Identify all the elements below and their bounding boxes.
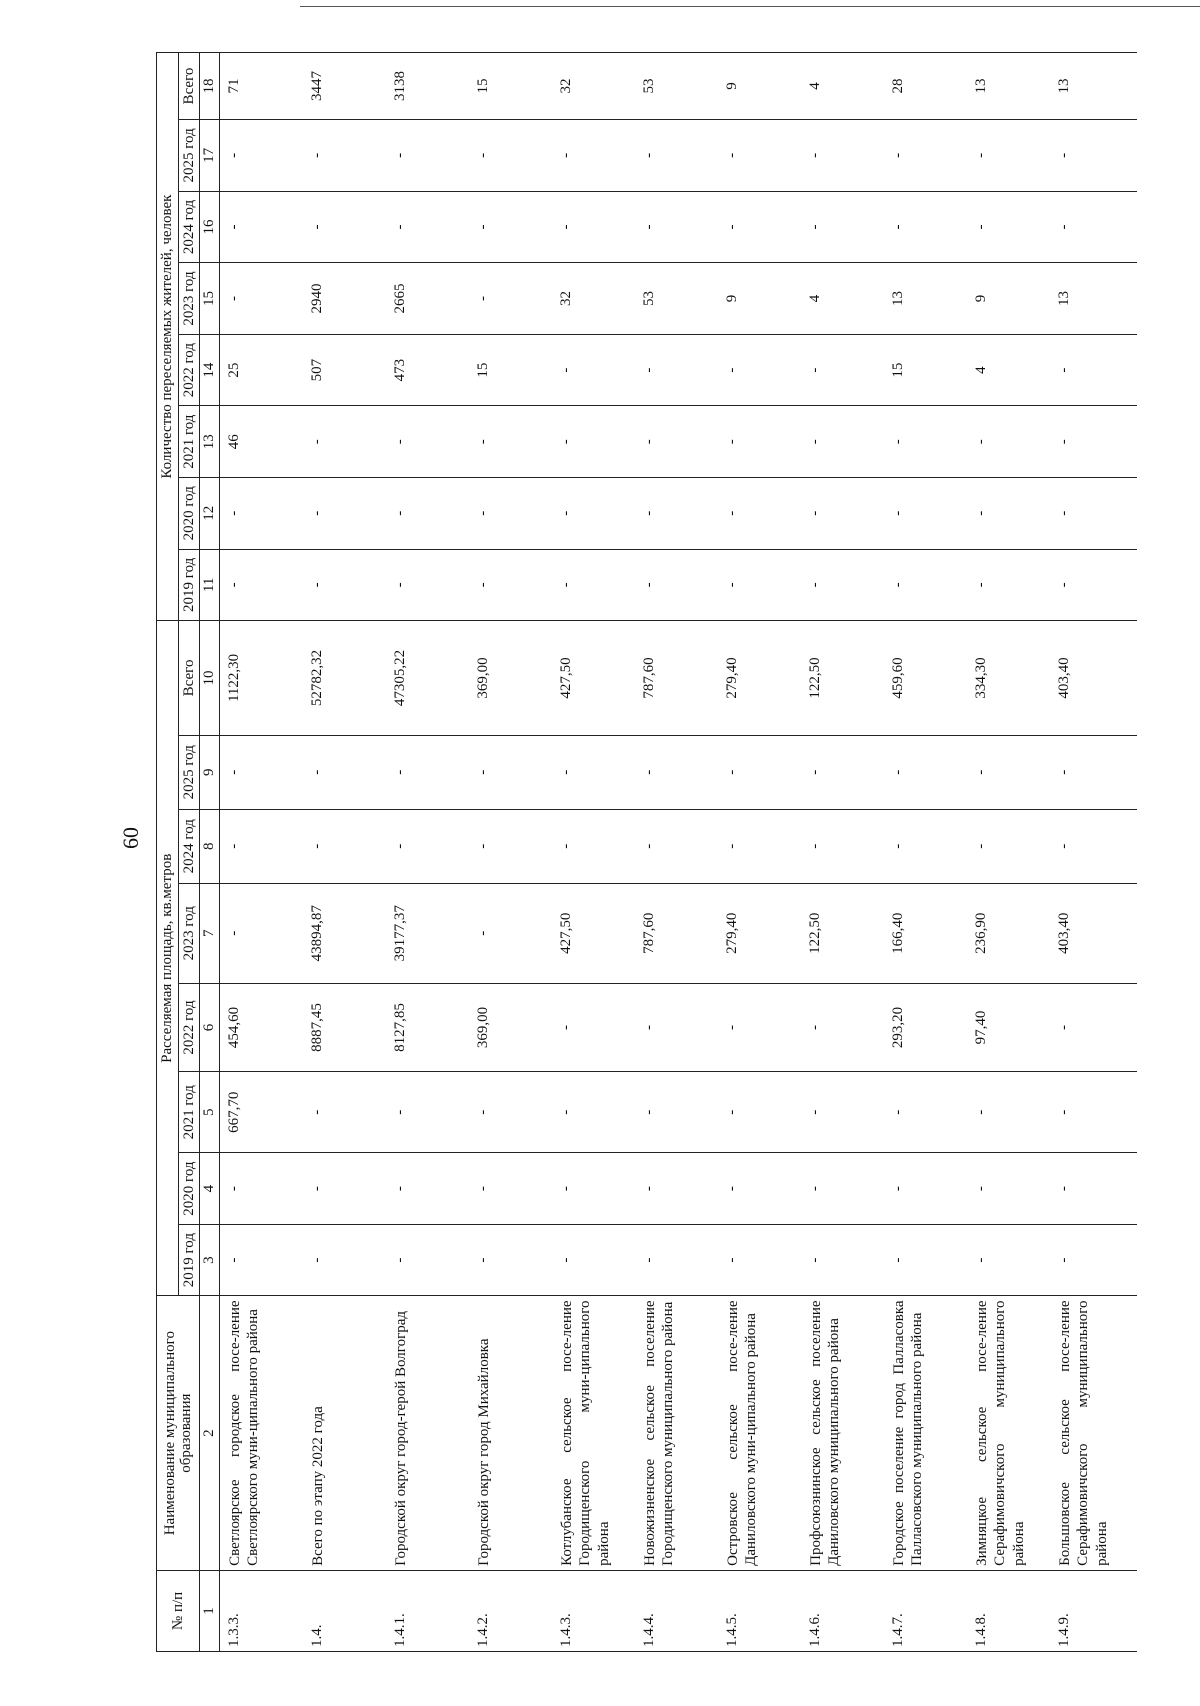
municipality-name: Большовское сельское посе-ление Серафимовичского муниципального района: [1054, 1296, 1137, 1570]
people-value-cell: 3447: [307, 53, 390, 120]
people-value-cell: 46: [219, 406, 307, 478]
area-value-cell: -: [390, 809, 473, 883]
people-value-cell: 2665: [390, 263, 473, 335]
table-header: [157, 53, 220, 1652]
area-value-cell: -: [971, 735, 1054, 809]
people-value-cell: -: [473, 191, 556, 263]
area-value-cell: -: [473, 1072, 556, 1153]
people-value-cell: -: [390, 549, 473, 621]
column-number: 7: [200, 883, 220, 983]
municipality-name: Светлоярское городское посе-ление Светлоярского муни-ципального района: [219, 1296, 307, 1570]
top-rule: [300, 6, 1200, 7]
header-people-year: 2019 год: [178, 549, 200, 621]
people-value-cell: -: [805, 406, 888, 478]
table-row: [971, 53, 1054, 1652]
people-value-cell: 25: [219, 334, 307, 406]
area-value-cell: -: [639, 1153, 722, 1225]
people-value-cell: 9: [971, 263, 1054, 335]
area-value-cell: -: [639, 983, 722, 1071]
municipality-name: Островское сельское посе-ление Даниловского муни-ципального района: [722, 1296, 805, 1570]
people-value-cell: -: [888, 477, 971, 549]
column-number: 5: [200, 1072, 220, 1153]
table-row: [219, 53, 307, 1652]
area-value-cell: -: [639, 735, 722, 809]
people-value-cell: -: [219, 120, 307, 192]
header-area-year: 2024 год: [178, 809, 200, 883]
people-value-cell: -: [971, 191, 1054, 263]
area-value-cell: 293,20: [888, 983, 971, 1071]
people-value-cell: 28: [888, 53, 971, 120]
people-value-cell: 473: [390, 334, 473, 406]
column-number: 12: [200, 477, 220, 549]
table-row: [1054, 53, 1137, 1652]
area-value-cell: 43894,87: [307, 883, 390, 983]
people-value-cell: -: [307, 406, 390, 478]
area-value-cell: -: [722, 983, 805, 1071]
column-number: 11: [200, 549, 220, 621]
header-area-year: 2021 год: [178, 1072, 200, 1153]
area-value-cell: 427,50: [556, 621, 639, 736]
people-value-cell: 3138: [390, 53, 473, 120]
header-people-year: 2022 год: [178, 334, 200, 406]
area-value-cell: -: [390, 735, 473, 809]
header-num: № п/п: [157, 1570, 200, 1651]
area-value-cell: -: [390, 1224, 473, 1296]
area-value-cell: 1122,30: [219, 621, 307, 736]
people-value-cell: -: [473, 120, 556, 192]
area-value-cell: 279,40: [722, 621, 805, 736]
area-value-cell: 403,40: [1054, 621, 1137, 736]
table-row: [390, 53, 473, 1652]
people-value-cell: 13: [971, 53, 1054, 120]
people-value-cell: -: [639, 120, 722, 192]
header-people-year: 2021 год: [178, 406, 200, 478]
people-value-cell: -: [888, 406, 971, 478]
people-value-cell: 13: [1054, 263, 1137, 335]
header-area-year: 2025 год: [178, 735, 200, 809]
people-value-cell: -: [971, 120, 1054, 192]
area-value-cell: -: [805, 1072, 888, 1153]
people-value-cell: -: [722, 191, 805, 263]
column-number: 18: [200, 53, 220, 120]
area-value-cell: -: [1054, 983, 1137, 1071]
area-value-cell: -: [473, 1153, 556, 1225]
municipality-name: Новожизненское сельское поселение Городищенского муниципального района: [639, 1296, 722, 1570]
people-value-cell: 32: [556, 263, 639, 335]
people-value-cell: -: [556, 477, 639, 549]
people-value-cell: 4: [805, 53, 888, 120]
column-number: 10: [200, 621, 220, 736]
area-value-cell: 8887,45: [307, 983, 390, 1071]
header-area-group: Расселяемая площадь, кв.метров: [157, 621, 179, 1296]
people-value-cell: -: [639, 334, 722, 406]
people-value-cell: -: [556, 406, 639, 478]
area-value-cell: -: [722, 1224, 805, 1296]
table-row: [722, 53, 805, 1652]
area-value-cell: -: [639, 1224, 722, 1296]
people-value-cell: -: [639, 191, 722, 263]
area-value-cell: -: [390, 1153, 473, 1225]
header-people-year: 2024 год: [178, 191, 200, 263]
header-area-year: 2019 год: [178, 1224, 200, 1296]
people-value-cell: -: [805, 549, 888, 621]
people-value-cell: -: [1054, 406, 1137, 478]
table-row: [805, 53, 888, 1652]
people-value-cell: -: [639, 549, 722, 621]
people-value-cell: -: [1054, 334, 1137, 406]
row-number: 1.4.6.: [805, 1570, 888, 1651]
area-value-cell: 279,40: [722, 883, 805, 983]
area-value-cell: -: [307, 1224, 390, 1296]
area-value-cell: -: [556, 1072, 639, 1153]
area-value-cell: -: [219, 883, 307, 983]
area-value-cell: -: [307, 735, 390, 809]
area-value-cell: -: [307, 1072, 390, 1153]
area-value-cell: -: [1054, 1224, 1137, 1296]
people-value-cell: -: [307, 120, 390, 192]
area-value-cell: -: [473, 735, 556, 809]
municipality-name: Городской округ город-герой Волгоград: [390, 1296, 473, 1570]
area-value-cell: -: [556, 1224, 639, 1296]
area-value-cell: 369,00: [473, 621, 556, 736]
row-number: 1.4.4.: [639, 1570, 722, 1651]
people-value-cell: 13: [1054, 53, 1137, 120]
people-value-cell: 507: [307, 334, 390, 406]
people-value-cell: -: [971, 549, 1054, 621]
area-value-cell: 122,50: [805, 621, 888, 736]
municipality-name: Зимняцкое сельское посе-ление Серафимовичского муниципального района: [971, 1296, 1054, 1570]
people-value-cell: 15: [473, 53, 556, 120]
column-number: 14: [200, 334, 220, 406]
area-value-cell: 454,60: [219, 983, 307, 1071]
table-row: [639, 53, 722, 1652]
column-number: 9: [200, 735, 220, 809]
people-value-cell: -: [1054, 549, 1137, 621]
municipality-name: Городской округ город Михайловка: [473, 1296, 556, 1570]
area-value-cell: -: [219, 735, 307, 809]
area-value-cell: -: [888, 735, 971, 809]
people-value-cell: -: [805, 477, 888, 549]
people-value-cell: -: [556, 334, 639, 406]
area-value-cell: 427,50: [556, 883, 639, 983]
people-value-cell: -: [219, 263, 307, 335]
area-value-cell: -: [805, 983, 888, 1071]
area-value-cell: -: [722, 1153, 805, 1225]
people-value-cell: -: [1054, 120, 1137, 192]
people-value-cell: 15: [473, 334, 556, 406]
column-number: 2: [200, 1296, 220, 1570]
table-row: [556, 53, 639, 1652]
column-number: 4: [200, 1153, 220, 1225]
people-value-cell: -: [722, 406, 805, 478]
area-value-cell: -: [473, 809, 556, 883]
area-value-cell: -: [639, 1072, 722, 1153]
people-value-cell: -: [888, 549, 971, 621]
people-value-cell: 2940: [307, 263, 390, 335]
column-number: 3: [200, 1224, 220, 1296]
area-value-cell: 122,50: [805, 883, 888, 983]
area-value-cell: -: [307, 809, 390, 883]
area-value-cell: 787,60: [639, 883, 722, 983]
header-area-year: 2022 год: [178, 983, 200, 1071]
area-value-cell: -: [971, 1072, 1054, 1153]
people-value-cell: -: [390, 477, 473, 549]
column-number: 6: [200, 983, 220, 1071]
people-value-cell: -: [971, 477, 1054, 549]
header-people-year: 2020 год: [178, 477, 200, 549]
header-people-year: 2023 год: [178, 263, 200, 335]
area-value-cell: -: [219, 1224, 307, 1296]
people-value-cell: -: [722, 549, 805, 621]
area-value-cell: -: [639, 809, 722, 883]
header-people-total: Всего: [178, 53, 200, 120]
area-value-cell: -: [722, 1072, 805, 1153]
area-value-cell: 403,40: [1054, 883, 1137, 983]
resettlement-table: [156, 52, 1137, 1652]
area-value-cell: -: [1054, 809, 1137, 883]
people-value-cell: 71: [219, 53, 307, 120]
area-value-cell: 166,40: [888, 883, 971, 983]
people-value-cell: 4: [971, 334, 1054, 406]
column-number: 13: [200, 406, 220, 478]
area-value-cell: -: [473, 1224, 556, 1296]
people-value-cell: -: [1054, 477, 1137, 549]
people-value-cell: 13: [888, 263, 971, 335]
area-value-cell: -: [473, 883, 556, 983]
people-value-cell: 32: [556, 53, 639, 120]
header-people-group: Количество переселяемых жителей, человек: [157, 53, 179, 621]
municipality-name: Котлубанское сельское посе-ление Городищенского муни-ципального района: [556, 1296, 639, 1570]
people-value-cell: -: [556, 120, 639, 192]
header-people-year: 2025 год: [178, 120, 200, 192]
area-value-cell: 52782,32: [307, 621, 390, 736]
area-value-cell: -: [888, 1072, 971, 1153]
area-value-cell: -: [219, 1153, 307, 1225]
municipality-name: Всего по этапу 2022 года: [307, 1296, 390, 1570]
people-value-cell: -: [219, 191, 307, 263]
row-number: 1.3.3.: [219, 1570, 307, 1651]
area-value-cell: -: [1054, 1153, 1137, 1225]
people-value-cell: -: [390, 191, 473, 263]
people-value-cell: -: [390, 120, 473, 192]
area-value-cell: 334,30: [971, 621, 1054, 736]
people-value-cell: 53: [639, 53, 722, 120]
area-value-cell: -: [219, 809, 307, 883]
people-value-cell: -: [473, 549, 556, 621]
row-number: 1.4.: [307, 1570, 390, 1651]
people-value-cell: -: [639, 477, 722, 549]
header-area-year: 2020 год: [178, 1153, 200, 1225]
row-number: 1.4.8.: [971, 1570, 1054, 1651]
table-row: [307, 53, 390, 1652]
people-value-cell: 15: [888, 334, 971, 406]
area-value-cell: -: [390, 1072, 473, 1153]
area-value-cell: -: [971, 1153, 1054, 1225]
people-value-cell: -: [307, 191, 390, 263]
table-row: [888, 53, 971, 1652]
area-value-cell: 459,60: [888, 621, 971, 736]
people-value-cell: 9: [722, 263, 805, 335]
area-value-cell: -: [307, 1153, 390, 1225]
column-number: 16: [200, 191, 220, 263]
people-value-cell: -: [805, 191, 888, 263]
people-value-cell: 53: [639, 263, 722, 335]
area-value-cell: -: [888, 1153, 971, 1225]
people-value-cell: -: [888, 191, 971, 263]
area-value-cell: -: [556, 983, 639, 1071]
people-value-cell: -: [473, 477, 556, 549]
row-number: 1.4.3.: [556, 1570, 639, 1651]
table-body: [219, 53, 1137, 1652]
area-value-cell: -: [888, 809, 971, 883]
column-number: 8: [200, 809, 220, 883]
people-value-cell: -: [639, 406, 722, 478]
area-value-cell: -: [805, 1153, 888, 1225]
people-value-cell: -: [971, 406, 1054, 478]
page-number: 60: [118, 827, 143, 849]
people-value-cell: -: [1054, 191, 1137, 263]
people-value-cell: -: [805, 120, 888, 192]
area-value-cell: -: [722, 809, 805, 883]
people-value-cell: -: [390, 406, 473, 478]
area-value-cell: -: [971, 809, 1054, 883]
area-value-cell: 47305,22: [390, 621, 473, 736]
people-value-cell: -: [307, 477, 390, 549]
area-value-cell: 369,00: [473, 983, 556, 1071]
column-number: 17: [200, 120, 220, 192]
header-area-total: Всего: [178, 621, 200, 736]
area-value-cell: -: [1054, 735, 1137, 809]
area-value-cell: 39177,37: [390, 883, 473, 983]
row-number: 1.4.9.: [1054, 1570, 1137, 1651]
header-name: Наименование муниципального образования: [157, 1296, 200, 1570]
people-value-cell: -: [556, 191, 639, 263]
people-value-cell: -: [219, 549, 307, 621]
people-value-cell: -: [888, 120, 971, 192]
people-value-cell: -: [722, 477, 805, 549]
area-value-cell: 787,60: [639, 621, 722, 736]
area-value-cell: -: [1054, 1072, 1137, 1153]
area-value-cell: -: [971, 1224, 1054, 1296]
area-value-cell: -: [888, 1224, 971, 1296]
area-value-cell: -: [805, 1224, 888, 1296]
area-value-cell: 667,70: [219, 1072, 307, 1153]
area-value-cell: 236,90: [971, 883, 1054, 983]
people-value-cell: -: [722, 120, 805, 192]
row-number: 1.4.1.: [390, 1570, 473, 1651]
people-value-cell: -: [473, 406, 556, 478]
row-number: 1.4.2.: [473, 1570, 556, 1651]
area-value-cell: -: [805, 809, 888, 883]
table-row: [473, 53, 556, 1652]
row-number: 1.4.5.: [722, 1570, 805, 1651]
area-value-cell: 97,40: [971, 983, 1054, 1071]
area-value-cell: -: [556, 735, 639, 809]
area-value-cell: 8127,85: [390, 983, 473, 1071]
area-value-cell: -: [805, 735, 888, 809]
people-value-cell: 9: [722, 53, 805, 120]
area-value-cell: -: [556, 1153, 639, 1225]
people-value-cell: -: [722, 334, 805, 406]
column-number: 15: [200, 263, 220, 335]
people-value-cell: -: [473, 263, 556, 335]
people-value-cell: -: [307, 549, 390, 621]
people-value-cell: -: [805, 334, 888, 406]
area-value-cell: -: [722, 735, 805, 809]
municipality-name: Профсоюзнинское сельское поселение Даниловского муниципального района: [805, 1296, 888, 1570]
people-value-cell: -: [219, 477, 307, 549]
rotated-table-container: [156, 52, 1110, 1652]
column-number-row: [200, 53, 220, 1652]
header-area-year: 2023 год: [178, 883, 200, 983]
people-value-cell: -: [556, 549, 639, 621]
people-value-cell: 4: [805, 263, 888, 335]
column-number: 1: [200, 1570, 220, 1651]
row-number: 1.4.7.: [888, 1570, 971, 1651]
municipality-name: Городское поселение город Палласовка Палласовского муниципального района: [888, 1296, 971, 1570]
area-value-cell: -: [556, 809, 639, 883]
